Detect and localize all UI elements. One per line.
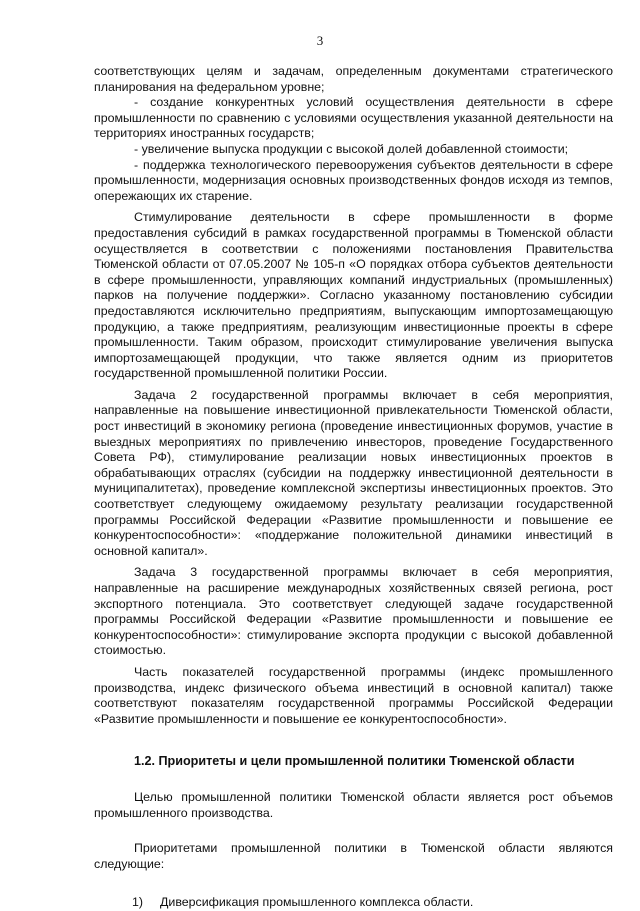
section-heading: 1.2. Приоритеты и цели промышленной политики Тюменской области [134, 754, 575, 769]
list-item-number: 1) [132, 895, 144, 910]
page-number: 3 [316, 33, 324, 48]
paragraph-continuation: соответствующих целям и задачам, определенным документами стратегического планирования на федеральном уровне; [94, 64, 613, 94]
paragraph-task-2: Задача 2 государственной программы включает в себя мероприятия, направленные на повышение инвестиционной привлекательности Тюменской области, рост инвестиций в экономику региона (проведение инвестиционных форумов, участие в выездных мероприятиях по привлечению инвесторов, проведение Государственного Совета РФ), стимулирование реализации новых инвестиционных проектов в обрабатывающих отраслях (субсидии на поддержку инвестиционной деятельности в муниципалитетах), проведение комплексной экспертизы инвестиционных проектов. Это соответствует следующему ожидаемому результату реализации государственной программы Российской Федерации «Развитие промышленности и повышение ее конкурентоспособности»: «поддержание положительной динамики инвестиций в основной капитал». [94, 387, 613, 558]
paragraph-priorities-intro: Приоритетами промышленной политики в Тюменской области являются следующие: [94, 841, 613, 871]
list-item-competitive-conditions: - создание конкурентных условий осуществления деятельности в сфере промышленности по сравнению с условиями осуществления указанной деятельности на территориях иностранных государств; [94, 95, 613, 141]
paragraph-goal: Целью промышленной политики Тюменской области является рост объемов промышленного производства. [94, 789, 613, 820]
paragraph-subsidies: Стимулирование деятельности в сфере промышленности в форме предоставления субсидий в рамках государственной программы в Тюменской области осуществляется в соответствии с положениями постановления Правительства Тюменской области от 07.05.2007 № 105-п «О порядках отбора субъектов деятельности в сфере промышленности, управляющих компаний индустриальных (промышленных) парков на получение поддержки». Согласно указанному постановлению субсидии предоставляются исключительно предприятиям, выпускающим импортозамещающую продукцию, а также предприятиям, реализующим инвестиционные проекты в сфере промышленности. Таким образом, происходит стимулирование увеличения выпуска импортозамещающей продукции, что также является одним из приоритетов государственной промышленной политики России. [94, 210, 613, 381]
list-item-technological-rearmament: - поддержка технологического перевооружения субъектов деятельности в сфере промышленности, модернизация основных производственных фондов исходя из темпов, опережающих их старение. [94, 157, 613, 203]
paragraph-indicators: Часть показателей государственной программы (индекс промышленного производства, индекс физического объема инвестиций в основной капитал) также соответствуют показателям государственной программы Российской Федерации «Развитие промышленности и повышение ее конкурентоспособности». [94, 664, 613, 726]
numbered-list-item [94, 895, 613, 911]
list-item-text: Диверсификация промышленного комплекса области. [160, 895, 474, 910]
paragraph-task-3: Задача 3 государственной программы включает в себя мероприятия, направленные на расширение международных хозяйственных связей региона, рост экспортного потенциала. Это соответствует следующей задаче государственной программы Российской Федерации «Развитие промышленности и повышение ее конкурентоспособности»: стимулирование экспорта продукции с высокой добавленной стоимостью. [94, 565, 613, 658]
document-body [94, 64, 613, 911]
list-item-value-added-output: - увеличение выпуска продукции с высокой долей добавленной стоимости; [134, 141, 569, 156]
